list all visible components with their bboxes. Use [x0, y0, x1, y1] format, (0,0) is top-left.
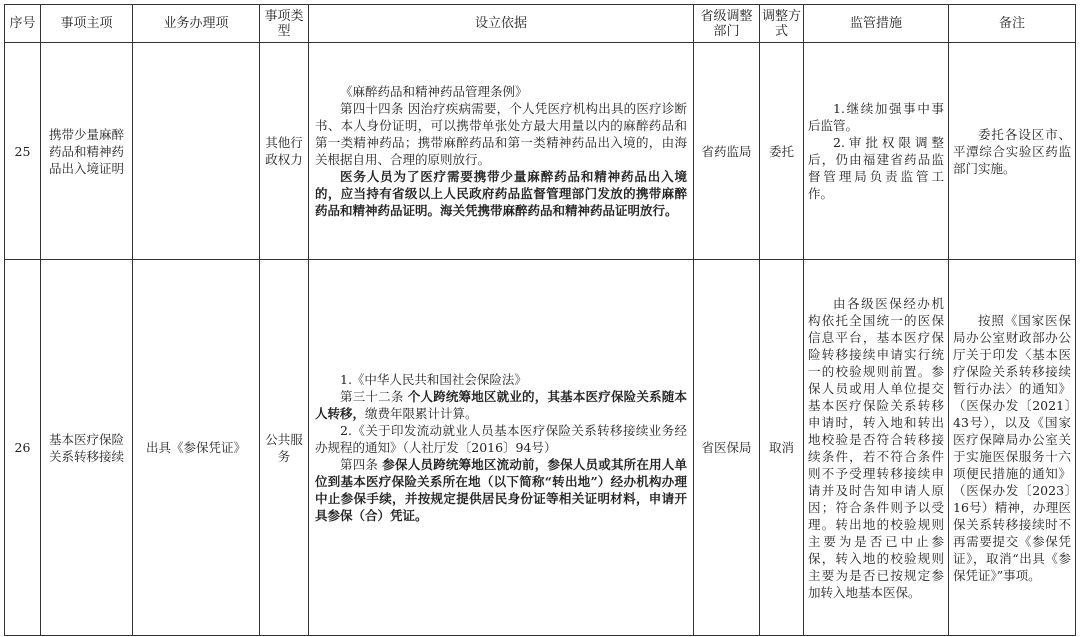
table-row: [5, 260, 1076, 636]
row-no: 25: [5, 43, 41, 260]
row-method: 委托: [760, 43, 804, 260]
row-note: [949, 43, 1076, 260]
col-header-method: 调整方式: [760, 5, 804, 43]
basis-article: 第四条: [340, 457, 383, 472]
header-row: [5, 5, 1076, 43]
col-header-measure: 监管措施: [804, 5, 949, 43]
col-header-type: 事项类型: [260, 5, 309, 43]
measure-paragraph: 由各级医保经办机构依托全国统一的医保信息平台，基本医疗保险转移接续申请实行统一的校验规则前置。参保人员或用人单位提交基本医疗保险关系转移申请时，转入地和转出地校验是否符合转移接续条件，若不符合条件则不予受理转移接续申请并及时告知申请人原因；符合条件则予以受理。转出地的校验规则主要为是否已中止参保，转入地的校验规则主要为是否已按规定参加转入地基本医保。: [808, 295, 944, 600]
table-row: [5, 43, 1076, 260]
row-sub-item: [133, 43, 260, 260]
basis-text: 缴费年限累计计算。: [365, 406, 478, 421]
col-header-sub-item: 业务办理项: [133, 5, 260, 43]
measure-paragraph: 1.继续加强事中事后监管。: [808, 101, 944, 133]
col-header-note: 备注: [949, 5, 1076, 43]
col-header-dept: 省级调整部门: [694, 5, 760, 43]
row-sub-item: 出具《参保凭证》: [133, 260, 260, 636]
col-header-item: 事项主项: [41, 5, 133, 43]
row-no: 26: [5, 260, 41, 636]
basis-paragraph: 医务人员为了医疗需要携带少量麻醉药品和精神药品出入境的，应当持有省级以上人民政府药品监督管理部门发放的携带麻醉药品和精神药品证明。海关凭携带麻醉药品和精神药品证明放行。: [315, 169, 687, 218]
basis-paragraph: [315, 388, 687, 422]
note-paragraph: 按照《国家医保局办公室财政部办公厅关于印发〈基本医疗保险关系转移接续暂行办法〉的通知》（医保办发〔2021〕43号），以及《国家医疗保障局办公室关于实施医保服务十六项便民措施的通知》（医保办发〔2023〕16号）精神，办理医保关系转移接续时不再需要提交《参保凭证》，取消“出具《参保凭证》”事项。: [953, 312, 1071, 583]
basis-emphasis: 个人跨统筹地区就业的，其基本医疗保险关系随本人转移，: [315, 389, 687, 421]
row-basis: [309, 43, 694, 260]
row-measure: [804, 43, 949, 260]
row-measure: [804, 260, 949, 636]
row-basis: [309, 260, 694, 636]
col-header-no: 序号: [5, 5, 41, 43]
row-dept: 省药监局: [694, 43, 760, 260]
basis-paragraph: [315, 456, 687, 524]
basis-paragraph: 第四十四条 因治疗疾病需要，个人凭医疗机构出具的医疗诊断书、本人身份证明，可以携带单张处方最大用量以内的麻醉药品和第一类精神药品；携带麻醉药品和第一类精神药品出入境的，由海关根据自用、合理的原则放行。: [315, 101, 687, 167]
basis-article: 第三十二条: [340, 389, 408, 404]
row-dept: 省医保局: [694, 260, 760, 636]
row-type: 公共服务: [260, 260, 309, 636]
row-note: [949, 260, 1076, 636]
row-item: 携带少量麻醉药品和精神药品出入境证明: [41, 43, 133, 260]
basis-paragraph: 《麻醉药品和精神药品管理条例》: [340, 84, 528, 99]
note-paragraph: 委托各设区市、平潭综合实验区药监部门实施。: [953, 126, 1071, 176]
row-method: 取消: [760, 260, 804, 636]
basis-emphasis: 参保人员跨统筹地区流动前，参保人员或其所在用人单位到基本医疗保险关系所在地（以下简称“转出地”）经办机构办理中止参保手续，并按规定提供居民身份证等相关证明材料，申请开具参保（合）凭证。: [315, 457, 687, 523]
basis-paragraph: 1.《中华人民共和国社会保险法》: [340, 372, 527, 387]
row-item: 基本医疗保险关系转移接续: [41, 260, 133, 636]
adjustment-table: [4, 4, 1076, 636]
measure-paragraph: 2.审批权限调整后，仍由福建省药品监督管理局负责监管工作。: [808, 135, 944, 201]
col-header-basis: 设立依据: [309, 5, 694, 43]
basis-paragraph: 2.《关于印发流动就业人员基本医疗保险关系转移接续业务经办规程的通知》（人社厅发〔2016〕94号）: [315, 423, 687, 455]
row-type: 其他行政权力: [260, 43, 309, 260]
